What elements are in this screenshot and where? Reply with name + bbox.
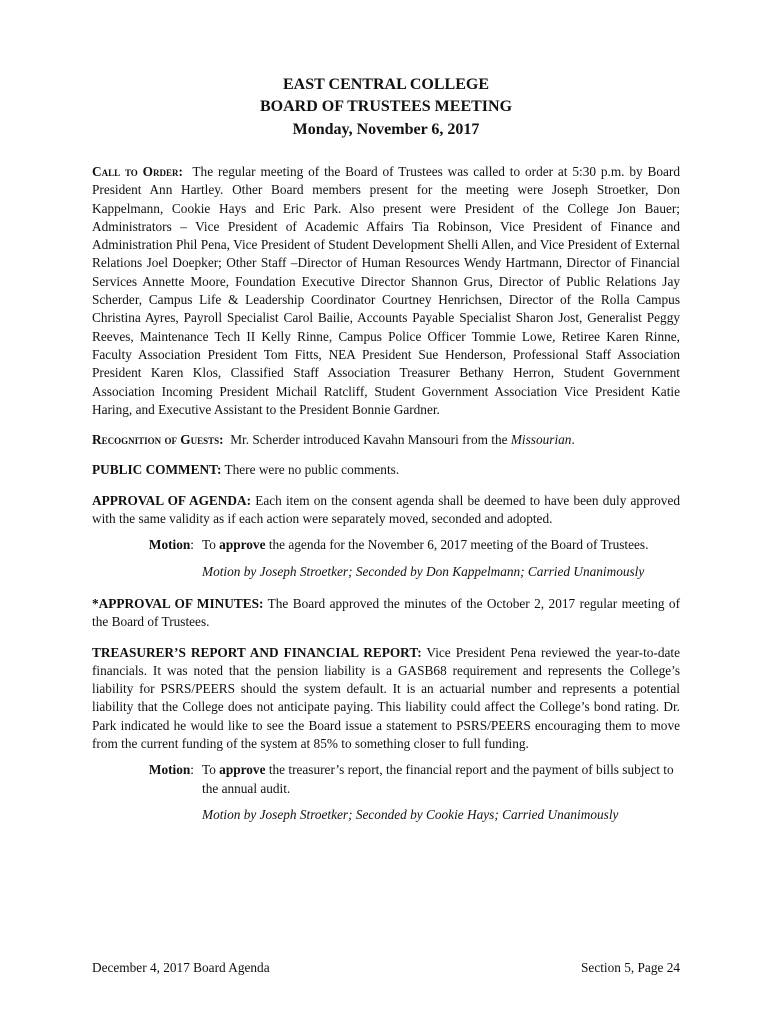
call-to-order-text: The regular meeting of the Board of Trustees was called to order at 5:30 p.m. by Board President Ann Hartley. Other Board members present for the meeting were Joseph Stroetker, Don Kappelmann, Cookie Hays and Eric Park. Also present were President of the College Jon Bauer; Administrators – Vice President of Academic Affairs Tia Robinson, Vice President of Finance and Administration Phil Pena, Vice President of Student Development Shelli Allen, and Vice President of External Relations Joel Doepker; Other Staff –Director of Human Resources Wendy Hartmann, Director of Financial Services Annette Moore, Foundation Executive Director Shannon Grus, Director of Public Relations Jay Scherder, Campus Life & Leadership Coordinator Courtney Henrichsen, Director of the Rolla Campus Christina Ayres, Payroll Specialist Carol Bailie, Accounts Payable Specialist Sharon Jost, Generalist Peggy Reeves, Maintenance Tech II Kelly Rinne, Campus Police Officer Tommie Lowe, Retiree Karen Rinne, Faculty Association President Tom Fitts, NEA President Sue Henderson, Professional Staff Association President Karen Klos, Classified Staff Association Treasurer Bethany Herron, Student Government Association Incoming President Michail Ratcliff, Student Government Association Vice President Katie Haring, and Executive Assistant to the President Bonnie Gardner. — [92, 164, 680, 417]
treasurer-report-paragraph — [92, 644, 680, 754]
treasurer-report-text: Vice President Pena reviewed the year-to-date financials. It was noted that the pension liability is a GASB68 requirement and represents the College’s liability for PSRS/PEERS should the system default. It is an actuarial number and represents a potential liability that the College does not anticipate paying. This liability could affect the College’s bond rating. Dr. Park indicated he would like to see the Board issue a statement to PSRS/PEERS encouraging them to move from the current funding of the system at 85% to something closer to full funding. — [92, 644, 680, 752]
motion-label — [92, 536, 202, 581]
meeting-date: Monday, November 6, 2017 — [292, 121, 480, 138]
college-name: EAST CENTRAL COLLEGE — [283, 76, 489, 93]
motion-detail: the agenda for the November 6, 2017 meeting of the Board of Trustees. — [268, 537, 649, 553]
motion-label-colon: : — [190, 537, 194, 553]
meeting-name: BOARD OF TRUSTEES MEETING — [259, 98, 513, 115]
document-page — [92, 74, 680, 824]
footer-page-number: Section 5, Page 24 — [581, 960, 680, 975]
agenda-motion — [92, 536, 680, 581]
approval-agenda-paragraph — [92, 492, 680, 529]
public-comment-heading: PUBLIC COMMENT: — [92, 462, 222, 478]
public-comment-text: There were no public comments. — [224, 462, 400, 478]
motion-verb: approve — [219, 537, 266, 553]
motion-text — [202, 761, 680, 798]
approval-minutes-paragraph — [92, 595, 680, 632]
approval-agenda-heading: APPROVAL OF AGENDA: — [92, 492, 252, 508]
recognition-heading: Recognition of Guests: — [92, 432, 224, 448]
motion-result: Motion by Joseph Stroetker; Seconded by Cookie Hays; Carried Unanimously — [202, 806, 619, 822]
motion-detail: the treasurer’s report, the financial report and the payment of bills subject to the annual audit. — [202, 762, 674, 796]
treasurer-report-heading: TREASURER’S REPORT AND FINANCIAL REPORT: — [92, 644, 422, 660]
motion-label — [92, 761, 202, 824]
motion-body — [202, 761, 680, 824]
motion-label-text: Motion — [148, 762, 191, 778]
publication-name: Missourian — [510, 432, 572, 448]
approval-agenda-text: Each item on the consent agenda shall be deemed to have been duly approved with the same validity as if each action were separately moved, seconded and adopted. — [92, 492, 680, 527]
treasurer-motion — [92, 761, 680, 824]
motion-body — [202, 536, 680, 581]
motion-result: Motion by Joseph Stroetker; Seconded by Don Kappelmann; Carried Unanimously — [202, 563, 645, 579]
page-footer — [92, 960, 680, 976]
motion-label-colon: : — [190, 762, 194, 778]
public-comment-paragraph — [92, 461, 680, 479]
call-to-order-heading: Call to Order: — [92, 164, 183, 179]
approval-minutes-text: The Board approved the minutes of the October 2, 2017 regular meeting of the Board of Trustees. — [92, 595, 680, 630]
recognition-text: Mr. Scherder introduced Kavahn Mansouri from the — [230, 432, 508, 448]
motion-pre: To — [202, 762, 216, 778]
motion-label-text: Motion — [148, 537, 191, 553]
motion-pre: To — [202, 537, 216, 553]
footer-agenda-date: December 4, 2017 Board Agenda — [92, 960, 270, 975]
motion-verb: approve — [219, 762, 266, 778]
call-to-order-paragraph — [92, 163, 680, 419]
recognition-end: . — [571, 432, 575, 448]
motion-text — [202, 536, 680, 554]
recognition-paragraph — [92, 431, 680, 449]
approval-minutes-heading: *APPROVAL OF MINUTES: — [92, 595, 264, 611]
document-title — [92, 74, 680, 141]
